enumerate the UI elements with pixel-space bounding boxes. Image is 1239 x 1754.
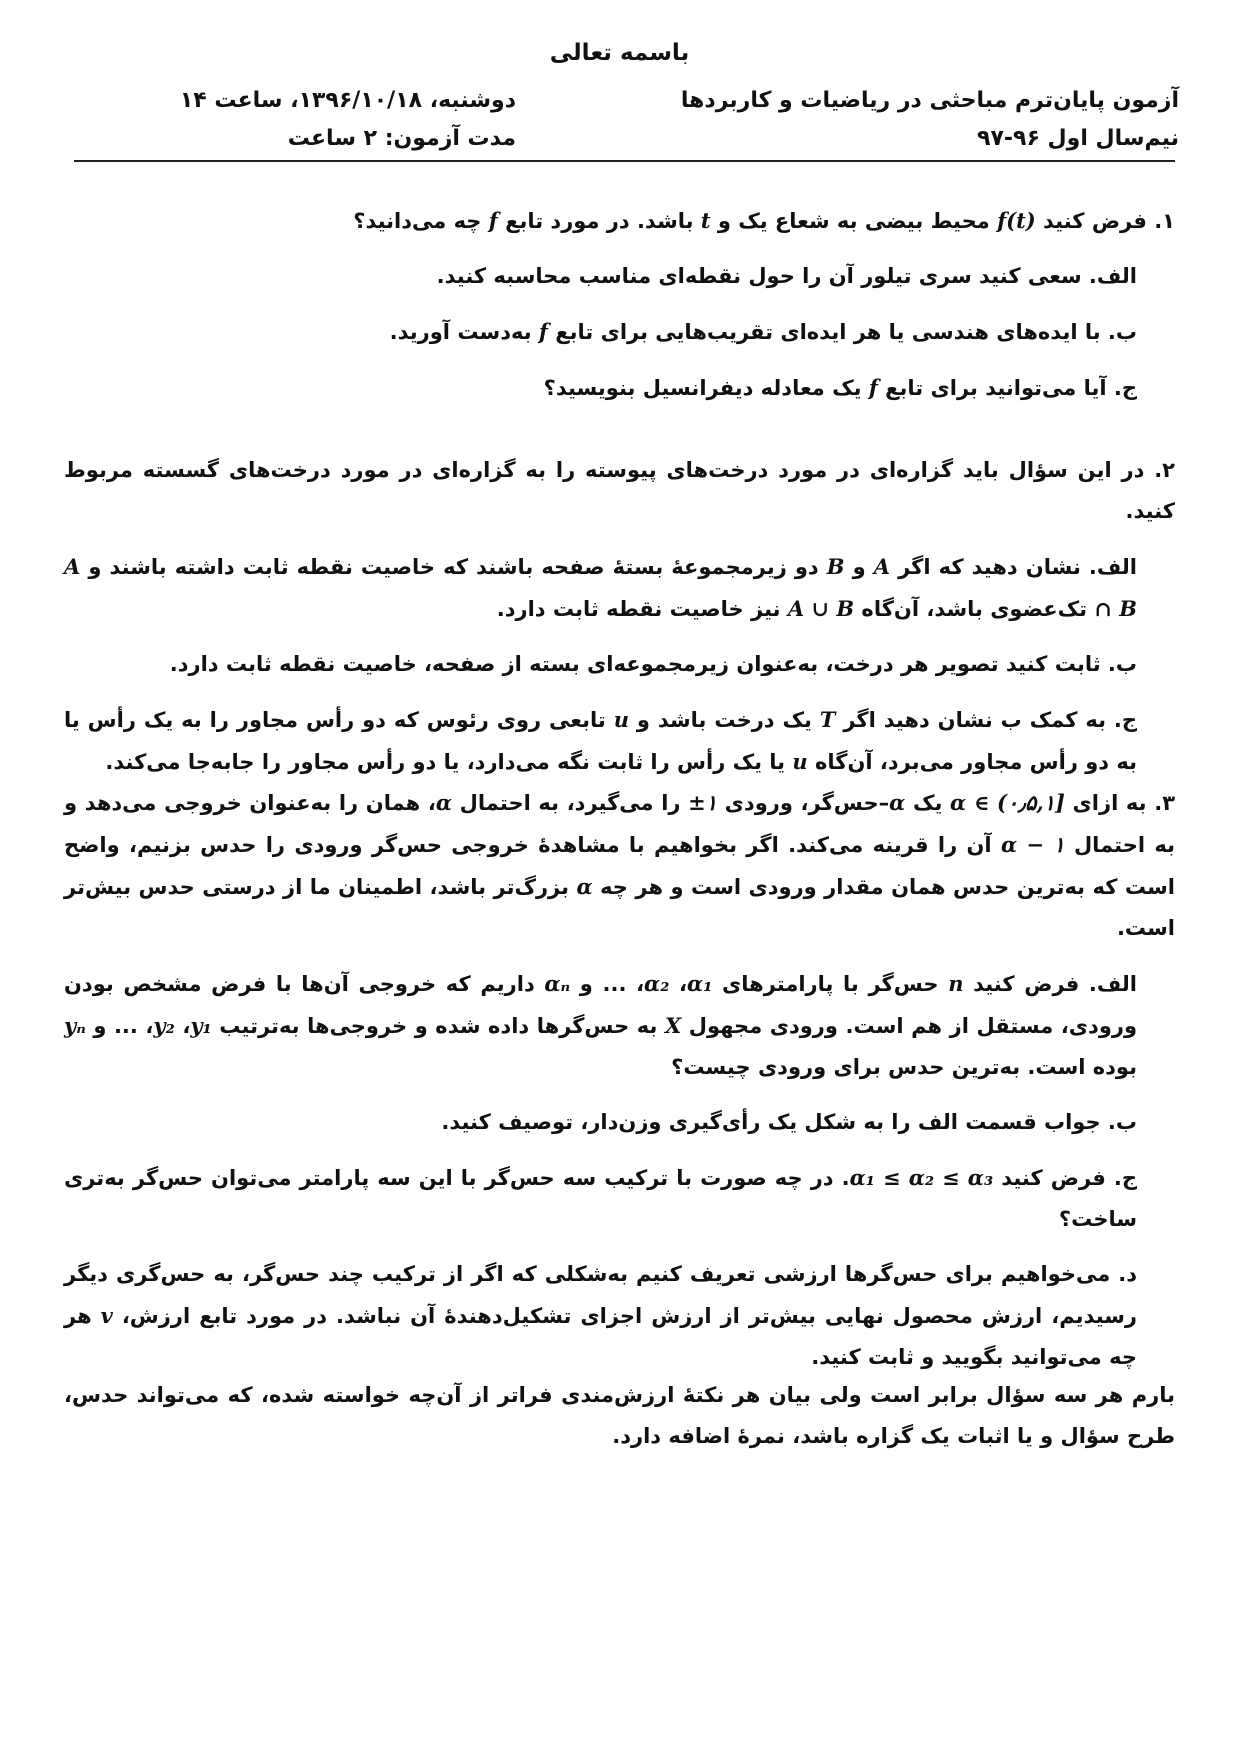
- math-expression: y₁: [190, 1013, 212, 1038]
- text-segment: تابعی روی رئوس که دو رأس مجاور را به یک رأس یا به دو رأس مجاور می‌برد، آن‌گاه: [64, 708, 1137, 774]
- text-segment: . در چه صورت با ترکیب سه حس‌گر با این سه پارامتر می‌توان حس‌گر به‌تری ساخت؟: [64, 1166, 1137, 1231]
- math-expression: α: [435, 790, 453, 815]
- text-segment: بزرگ‌تر باشد، اطمینان ما از درستی حدس بیش‌تر است.: [64, 875, 1175, 940]
- text-segment: ، ... و: [570, 972, 645, 996]
- question-stem: [214, 200, 1175, 242]
- math-expression: α: [576, 874, 593, 899]
- grading-note-text: بارم هر سه سؤال برابر است ولی بیان هر نکتهٔ ارزش‌مندی فراتر از آن‌چه خواسته شده، که می‌تواند حدس، طرح سؤال و یا اثبات یک گزاره باشد، نمرهٔ اضافه دارد.: [64, 1383, 1175, 1448]
- text-segment: ، ... و: [85, 1014, 154, 1038]
- text-segment: در این سؤال باید گزاره‌ای در مورد درخت‌های پیوسته را به گزاره‌ای در مورد درخت‌های گسسته مربوط کنید.: [64, 458, 1175, 523]
- math-expression: α ∈ (۰٫۵,۱]: [950, 790, 1065, 815]
- header-divider: [74, 160, 1175, 162]
- math-expression: u: [613, 707, 629, 732]
- basmala: باسمه تعالی: [549, 40, 690, 66]
- math-expression: A ∪ B: [787, 596, 855, 621]
- text-segment: و: [844, 555, 874, 579]
- text-segment: ،: [174, 1014, 191, 1038]
- math-expression: u: [792, 749, 808, 774]
- text-segment: باشد. در مورد تابع: [497, 209, 701, 233]
- question-part: [64, 1157, 1137, 1240]
- text-segment: به‌دست آورید.: [389, 320, 539, 344]
- text-segment: بوده است. به‌ترین حدس برای ورودی چیست؟: [671, 1055, 1137, 1079]
- text-segment: را می‌گیرد، به احتمال: [452, 791, 689, 815]
- text-segment: حس‌گر با پارامترهای: [712, 972, 949, 996]
- question-number: ۲.: [1154, 458, 1175, 482]
- math-expression: f: [868, 375, 878, 400]
- math-expression: A ∩ B: [64, 554, 1137, 621]
- math-expression: f(t): [997, 208, 1036, 233]
- question-part: [64, 1254, 1137, 1378]
- math-expression: B: [826, 554, 845, 579]
- text-segment: به ازای: [1064, 791, 1155, 815]
- text-segment: ج. فرض کنید: [993, 1166, 1137, 1190]
- math-expression: α − ۱: [1000, 832, 1065, 857]
- text-segment: تک‌عضوی باشد، آن‌گاه: [854, 597, 1095, 621]
- math-expression: α₁ ≤ α₂ ≤ α₃: [849, 1165, 994, 1190]
- text-segment: ب. جواب قسمت الف را به شکل یک رأی‌گیری وزن‌دار، توصیف کنید.: [441, 1110, 1137, 1134]
- math-expression: αₙ: [544, 971, 571, 996]
- text-segment: الف. سعی کنید سری تیلور آن را حول نقطه‌ای مناسب محاسبه کنید.: [436, 264, 1137, 288]
- math-expression: v: [100, 1303, 113, 1328]
- text-segment: داریم که خروجی آن‌ها با فرض مشخص بودن ورودی، مستقل از هم است. ورودی مجهول: [64, 972, 1138, 1038]
- question-number: ۱.: [1154, 209, 1175, 233]
- text-segment: یک درخت باشد و: [629, 708, 820, 732]
- text-segment: محیط بیضی به شعاع یک و: [710, 209, 998, 233]
- text-segment: یک: [905, 791, 951, 815]
- question-part: [64, 963, 1137, 1088]
- text-segment: د. می‌خواهیم برای حس‌گرها ارزشی تعریف کنیم به‌شکلی که اگر از ترکیب چند حس‌گر، به حس‌گری دیگر رسیدیم، ارزش محصول نهایی بیش‌تر از ارزش اجزای تشکیل‌دهندهٔ آن نباشد. در مورد تابع ارزش،: [64, 1262, 1138, 1328]
- text-segment: فرض کنید: [1035, 209, 1155, 233]
- question-number: ۳.: [1154, 791, 1176, 815]
- exam-schedule: [76, 82, 516, 158]
- text-segment: ، همان را به‌عنوان خروجی می‌دهد و به احتمال: [64, 791, 1175, 857]
- exam-title: آزمون پایان‌ترم مباحثی در ریاضیات و کاربردها: [680, 88, 1179, 113]
- math-expression: α: [889, 790, 906, 815]
- exam-duration: مدت آزمون: ۲ ساعت: [287, 126, 516, 151]
- text-segment: نیز خاصیت نقطه ثابت دارد.: [496, 597, 788, 621]
- text-segment: ج. آیا می‌توانید برای تابع: [877, 376, 1137, 400]
- math-expression: α₁: [687, 971, 713, 996]
- math-expression: ±۱: [688, 790, 718, 815]
- math-expression: yₙ: [64, 1013, 86, 1038]
- text-segment: الف. نشان دهید که اگر: [890, 555, 1137, 579]
- question-part: [214, 367, 1137, 409]
- semester: نیم‌سال اول ۹۶-۹۷: [977, 126, 1179, 151]
- question-part: [64, 644, 1137, 685]
- math-expression: t: [700, 208, 711, 233]
- math-expression: n: [948, 971, 964, 996]
- text-segment: یا یک رأس را ثابت نگه می‌دارد، یا دو رأس مجاور را جابه‌جا می‌کند.: [105, 750, 793, 774]
- text-segment: الف. فرض کنید: [963, 972, 1137, 996]
- math-expression: X: [664, 1013, 682, 1038]
- question-part: [64, 699, 1137, 783]
- math-expression: A: [873, 554, 891, 579]
- text-segment: دو زیرمجموعهٔ بستهٔ صفحه باشند که خاصیت نقطه ثابت داشته باشند و: [80, 555, 827, 579]
- question-part: [214, 311, 1137, 353]
- question-1: [214, 200, 1175, 409]
- math-expression: y₂: [153, 1013, 175, 1038]
- exam-info: [619, 82, 1179, 158]
- text-segment: ج. به کمک ب نشان دهید اگر: [835, 708, 1137, 732]
- exam-date-time: دوشنبه، ۱۳۹۶/۱۰/۱۸، ساعت ۱۴: [179, 88, 516, 113]
- text-segment: به حس‌گرها داده شده و خروجی‌ها به‌ترتیب: [211, 1014, 665, 1038]
- text-segment: –حس‌گر، ورودی: [717, 791, 890, 815]
- math-expression: α₂: [644, 971, 670, 996]
- math-expression: f: [538, 319, 548, 344]
- question-part: [64, 546, 1137, 630]
- text-segment: ب. ثابت کنید تصویر هر درخت، به‌عنوان زیرمجموعه‌ای بسته از صفحه، خاصیت نقطه ثابت دارد.: [169, 652, 1137, 676]
- grading-note: [64, 1375, 1175, 1457]
- text-segment: ،: [669, 972, 688, 996]
- question-stem: [64, 782, 1175, 949]
- question-stem: [64, 450, 1175, 532]
- question-part: [64, 1102, 1137, 1143]
- text-segment: آن را قرینه می‌کند. اگر بخواهیم با مشاهدهٔ خروجی حس‌گر ورودی را حدس بزنیم، واضح است که به‌ترین حدس همان مقدار ورودی است و هر چه: [64, 833, 1175, 899]
- math-expression: T: [819, 707, 836, 732]
- text-segment: ب. با ایده‌های هندسی یا هر ایده‌ای تقریب‌هایی برای تابع: [547, 320, 1137, 344]
- text-segment: هر چه می‌توانید بگویید و ثابت کنید.: [64, 1304, 1137, 1369]
- question-3: [64, 782, 1175, 1378]
- text-segment: یک معادله دیفرانسیل بنویسید؟: [543, 376, 869, 400]
- text-segment: چه می‌دانید؟: [353, 209, 489, 233]
- question-part: [214, 256, 1137, 297]
- math-expression: f: [488, 208, 498, 233]
- question-2: [64, 450, 1175, 783]
